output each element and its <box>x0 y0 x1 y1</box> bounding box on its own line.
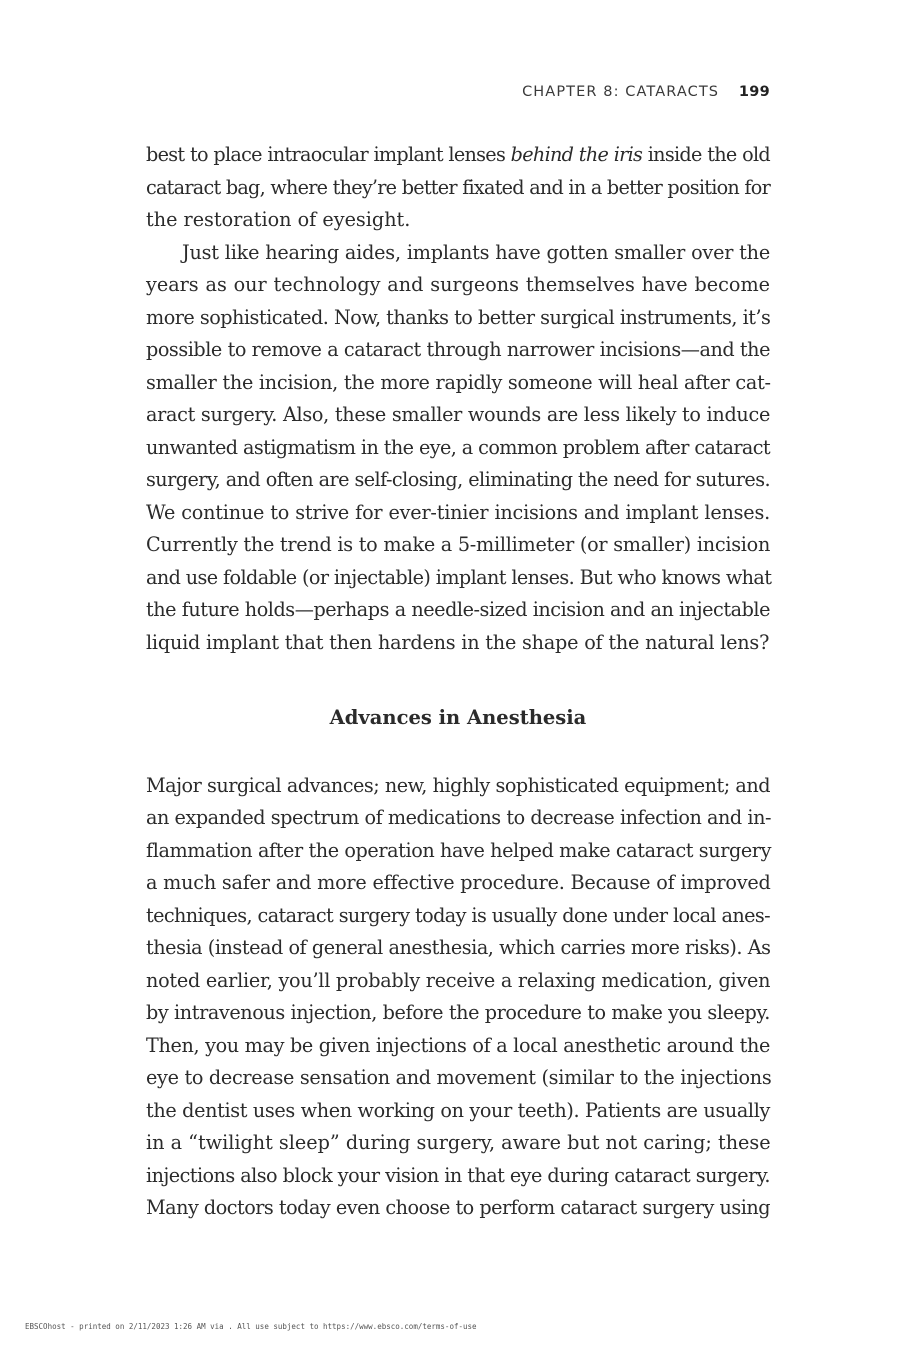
text-line: eye to decrease sensation and movement (similar to the injections <box>146 1066 772 1089</box>
italic-phrase: behind the iris <box>510 143 643 166</box>
text-line: smaller the incision, the more rapidly someone will heal after cat- <box>146 370 771 394</box>
text-line: the restoration of eyesight. <box>146 208 411 231</box>
text-line: flammation after the operation have helped make cataract surgery <box>146 838 772 862</box>
text-line: unwanted astigmatism in the eye, a common problem after cataract <box>146 435 770 459</box>
paragraph-3 <box>146 770 770 1225</box>
text-line: thesia (instead of general anesthesia, which carries more risks). As <box>146 936 771 959</box>
text-line: the dentist uses when working on your teeth). Patients are usually <box>146 1098 770 1122</box>
running-head <box>522 84 770 100</box>
body-text <box>146 139 770 1225</box>
text-line: injections also block your vision in that eye during cataract surgery. <box>146 1163 770 1187</box>
text-line: cataract bag, where they’re better fixated and in a better position for <box>146 175 770 199</box>
text-line: Currently the trend is to make a 5-millimeter (or smaller) incision <box>146 533 771 556</box>
text-line: the future holds—perhaps a needle-sized incision and an injectable <box>146 598 770 621</box>
text-line: possible to remove a cataract through narrower incisions—and the <box>146 338 770 361</box>
text-line: Many doctors today even choose to perform cataract surgery using <box>146 1196 770 1219</box>
text-line: by intravenous injection, before the procedure to make you sleepy. <box>146 1001 770 1024</box>
text-line: techniques, cataract surgery today is usually done under local anes- <box>146 903 770 927</box>
text-line: We continue to strive for ever-tinier incisions and implant lenses. <box>146 500 770 524</box>
text-line: Major surgical advances; new, highly sophisticated equipment; and <box>146 773 770 797</box>
text-line: years as our technology and surgeons themselves have become <box>146 273 770 296</box>
paragraph-2 <box>146 237 770 660</box>
text-run: inside the old <box>642 143 770 166</box>
text-line: more sophisticated. Now, thanks to better surgical instruments, it’s <box>146 305 771 329</box>
chapter-title: CHAPTER 8: CATARACTS <box>522 84 720 100</box>
page-number: 199 <box>738 84 770 100</box>
text-line: and use foldable (or injectable) implant lenses. But who knows what <box>146 565 772 589</box>
text-line: Just like hearing aides, implants have gotten smaller over the <box>182 240 770 264</box>
paragraph-1 <box>146 139 770 237</box>
text-line: an expanded spectrum of medications to decrease infection and in- <box>146 806 772 829</box>
text-line: a much safer and more effective procedure. Because of improved <box>146 871 771 894</box>
text-line <box>146 139 770 172</box>
text-line: in a “twilight sleep” during surgery, aware but not caring; these <box>146 1131 771 1154</box>
text-line: Then, you may be given injections of a local anesthetic around the <box>146 1033 770 1057</box>
text-line: surgery, and often are self-closing, eliminating the need for sutures. <box>146 468 771 491</box>
text-run: best to place intraocular implant lenses <box>146 143 511 166</box>
text-line: liquid implant that then hardens in the shape of the natural lens? <box>146 630 770 654</box>
print-footer: EBSCOhost - printed on 2/11/2023 1:26 AM via . All use subject to https://www.ebsco.com/terms-of-use <box>25 1322 477 1331</box>
text-line: aract surgery. Also, these smaller wounds are less likely to induce <box>146 403 770 426</box>
section-heading: Advances in Anesthesia <box>329 706 587 729</box>
text-line: noted earlier, you’ll probably receive a relaxing medication, given <box>146 968 771 992</box>
